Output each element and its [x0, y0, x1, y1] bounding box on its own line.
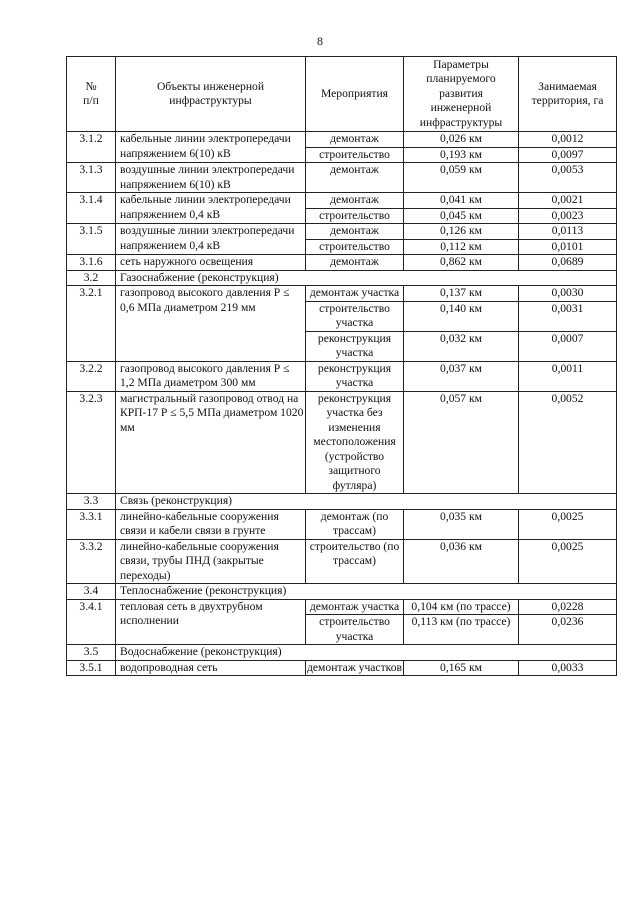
param-cell: 0,165 км	[404, 660, 519, 676]
object-name: газопровод высокого давления Р ≤ 1,2 МПа диаметром 300 мм	[116, 361, 306, 391]
row-number: 3.1.5	[67, 224, 116, 255]
table-row	[67, 132, 617, 148]
param-cell: 0,035 км	[404, 509, 519, 539]
action-cell: реконструкция участка без изменения местоположения (устройство защитного футляра)	[306, 391, 404, 494]
table-header-row	[67, 57, 617, 132]
table-row	[67, 361, 617, 391]
section-row	[67, 494, 617, 510]
param-cell: 0,104 км (по трассе)	[404, 599, 519, 615]
section-title: Теплоснабжение (реконструкция)	[116, 584, 617, 600]
action-cell: демонтаж (по трассам)	[306, 509, 404, 539]
area-cell: 0,0007	[519, 331, 617, 361]
section-number: 3.5	[67, 645, 116, 661]
section-number: 3.3	[67, 494, 116, 510]
action-cell: демонтаж участков	[307, 660, 402, 674]
row-number: 3.1.2	[67, 132, 116, 163]
param-cell: 0,112 км	[404, 239, 519, 255]
action-cell: демонтаж	[306, 224, 404, 240]
action-cell: демонтаж участка	[306, 286, 404, 302]
area-cell: 0,0033	[519, 660, 617, 676]
param-cell: 0,126 км	[404, 224, 519, 240]
area-cell: 0,0025	[519, 509, 617, 539]
table-row	[67, 660, 617, 676]
table-row	[67, 286, 617, 302]
area-cell: 0,0030	[519, 286, 617, 302]
action-cell: строительство участка	[306, 615, 404, 645]
param-cell: 0,137 км	[404, 286, 519, 302]
row-number: 3.1.4	[67, 193, 116, 224]
action-cell: демонтаж	[306, 132, 404, 148]
area-cell: 0,0023	[519, 208, 617, 224]
area-cell: 0,0031	[519, 301, 617, 331]
action-cell: строительство	[306, 239, 404, 255]
table-row	[67, 391, 617, 494]
table-row	[67, 163, 617, 193]
object-name: кабельные линии электропередачи напряжением 6(10) кВ	[116, 132, 306, 163]
param-cell: 0,026 км	[404, 132, 519, 148]
row-number: 3.4.1	[67, 599, 116, 645]
object-name: сеть наружного освещения	[116, 255, 306, 271]
area-cell: 0,0052	[519, 391, 617, 494]
infrastructure-table	[66, 56, 617, 676]
param-cell: 0,193 км	[404, 147, 519, 163]
object-name: кабельные линии электропередачи напряжением 0,4 кВ	[116, 193, 306, 224]
action-cell: демонтаж	[306, 193, 404, 209]
row-number: 3.3.1	[67, 509, 116, 539]
action-cell: реконструкция участка	[306, 331, 404, 361]
section-row	[67, 584, 617, 600]
header-actions: Мероприятия	[306, 57, 404, 132]
action-cell: строительство участка	[306, 301, 404, 331]
area-cell: 0,0012	[519, 132, 617, 148]
header-num: № п/п	[67, 57, 116, 132]
area-cell: 0,0236	[519, 615, 617, 645]
section-title: Связь (реконструкция)	[116, 494, 617, 510]
table-row	[67, 255, 617, 271]
section-row	[67, 645, 617, 661]
table-row	[67, 193, 617, 209]
section-row	[67, 270, 617, 286]
row-number: 3.1.6	[67, 255, 116, 271]
object-name: газопровод высокого давления Р ≤ 0,6 МПа диаметром 219 мм	[116, 286, 306, 362]
action-cell: реконструкция участка	[306, 361, 404, 391]
table-row	[67, 509, 617, 539]
table-row	[67, 599, 617, 615]
param-cell: 0,037 км	[404, 361, 519, 391]
action-cell: строительство (по трассам)	[306, 539, 404, 584]
area-cell: 0,0228	[519, 599, 617, 615]
param-cell: 0,041 км	[404, 193, 519, 209]
row-number: 3.2.3	[67, 391, 116, 494]
area-cell: 0,0021	[519, 193, 617, 209]
area-cell: 0,0097	[519, 147, 617, 163]
param-cell: 0,036 км	[404, 539, 519, 584]
row-number: 3.1.3	[67, 163, 116, 193]
section-number: 3.2	[67, 270, 116, 286]
row-number: 3.5.1	[67, 660, 116, 676]
area-cell: 0,0011	[519, 361, 617, 391]
area-cell: 0,0025	[519, 539, 617, 584]
object-name: воздушные линии электропередачи напряжением 0,4 кВ	[116, 224, 306, 255]
action-cell: демонтаж участка	[306, 599, 404, 615]
object-name: водопроводная сеть	[116, 660, 306, 676]
row-number: 3.2.2	[67, 361, 116, 391]
param-cell: 0,045 км	[404, 208, 519, 224]
param-cell: 0,862 км	[404, 255, 519, 271]
action-cell: строительство	[306, 147, 404, 163]
object-name: магистральный газопровод отвод на КРП-17 Р ≤ 5,5 МПа диаметром 1020 мм	[116, 391, 306, 494]
param-cell: 0,057 км	[404, 391, 519, 494]
object-name: линейно-кабельные сооружения связи, трубы ПНД (закрытые переходы)	[116, 539, 306, 584]
header-params: Параметры планируемого развития инженерной инфраструктуры	[404, 57, 519, 132]
area-cell: 0,0689	[519, 255, 617, 271]
area-cell: 0,0101	[519, 239, 617, 255]
table-row	[67, 224, 617, 240]
object-name: тепловая сеть в двухтрубном исполнении	[116, 599, 306, 645]
action-cell: строительство	[306, 208, 404, 224]
section-title: Водоснабжение (реконструкция)	[116, 645, 617, 661]
row-number: 3.2.1	[67, 286, 116, 362]
section-number: 3.4	[67, 584, 116, 600]
action-cell: демонтаж	[306, 163, 404, 193]
param-cell: 0,140 км	[404, 301, 519, 331]
param-cell: 0,113 км (по трассе)	[404, 615, 519, 645]
area-cell: 0,0053	[519, 163, 617, 193]
area-cell: 0,0113	[519, 224, 617, 240]
table-row	[67, 539, 617, 584]
page-number: 8	[317, 34, 323, 48]
header-area: Занимаемая территория, га	[519, 57, 617, 132]
param-cell: 0,032 км	[404, 331, 519, 361]
object-name: линейно-кабельные сооружения связи и кабели связи в грунте	[116, 509, 306, 539]
action-cell: демонтаж	[306, 255, 404, 271]
object-name: воздушные линии электропередачи напряжением 6(10) кВ	[116, 163, 306, 193]
header-objects: Объекты инженерной инфраструктуры	[116, 57, 306, 132]
row-number: 3.3.2	[67, 539, 116, 584]
section-title: Газоснабжение (реконструкция)	[116, 270, 617, 286]
param-cell: 0,059 км	[404, 163, 519, 193]
